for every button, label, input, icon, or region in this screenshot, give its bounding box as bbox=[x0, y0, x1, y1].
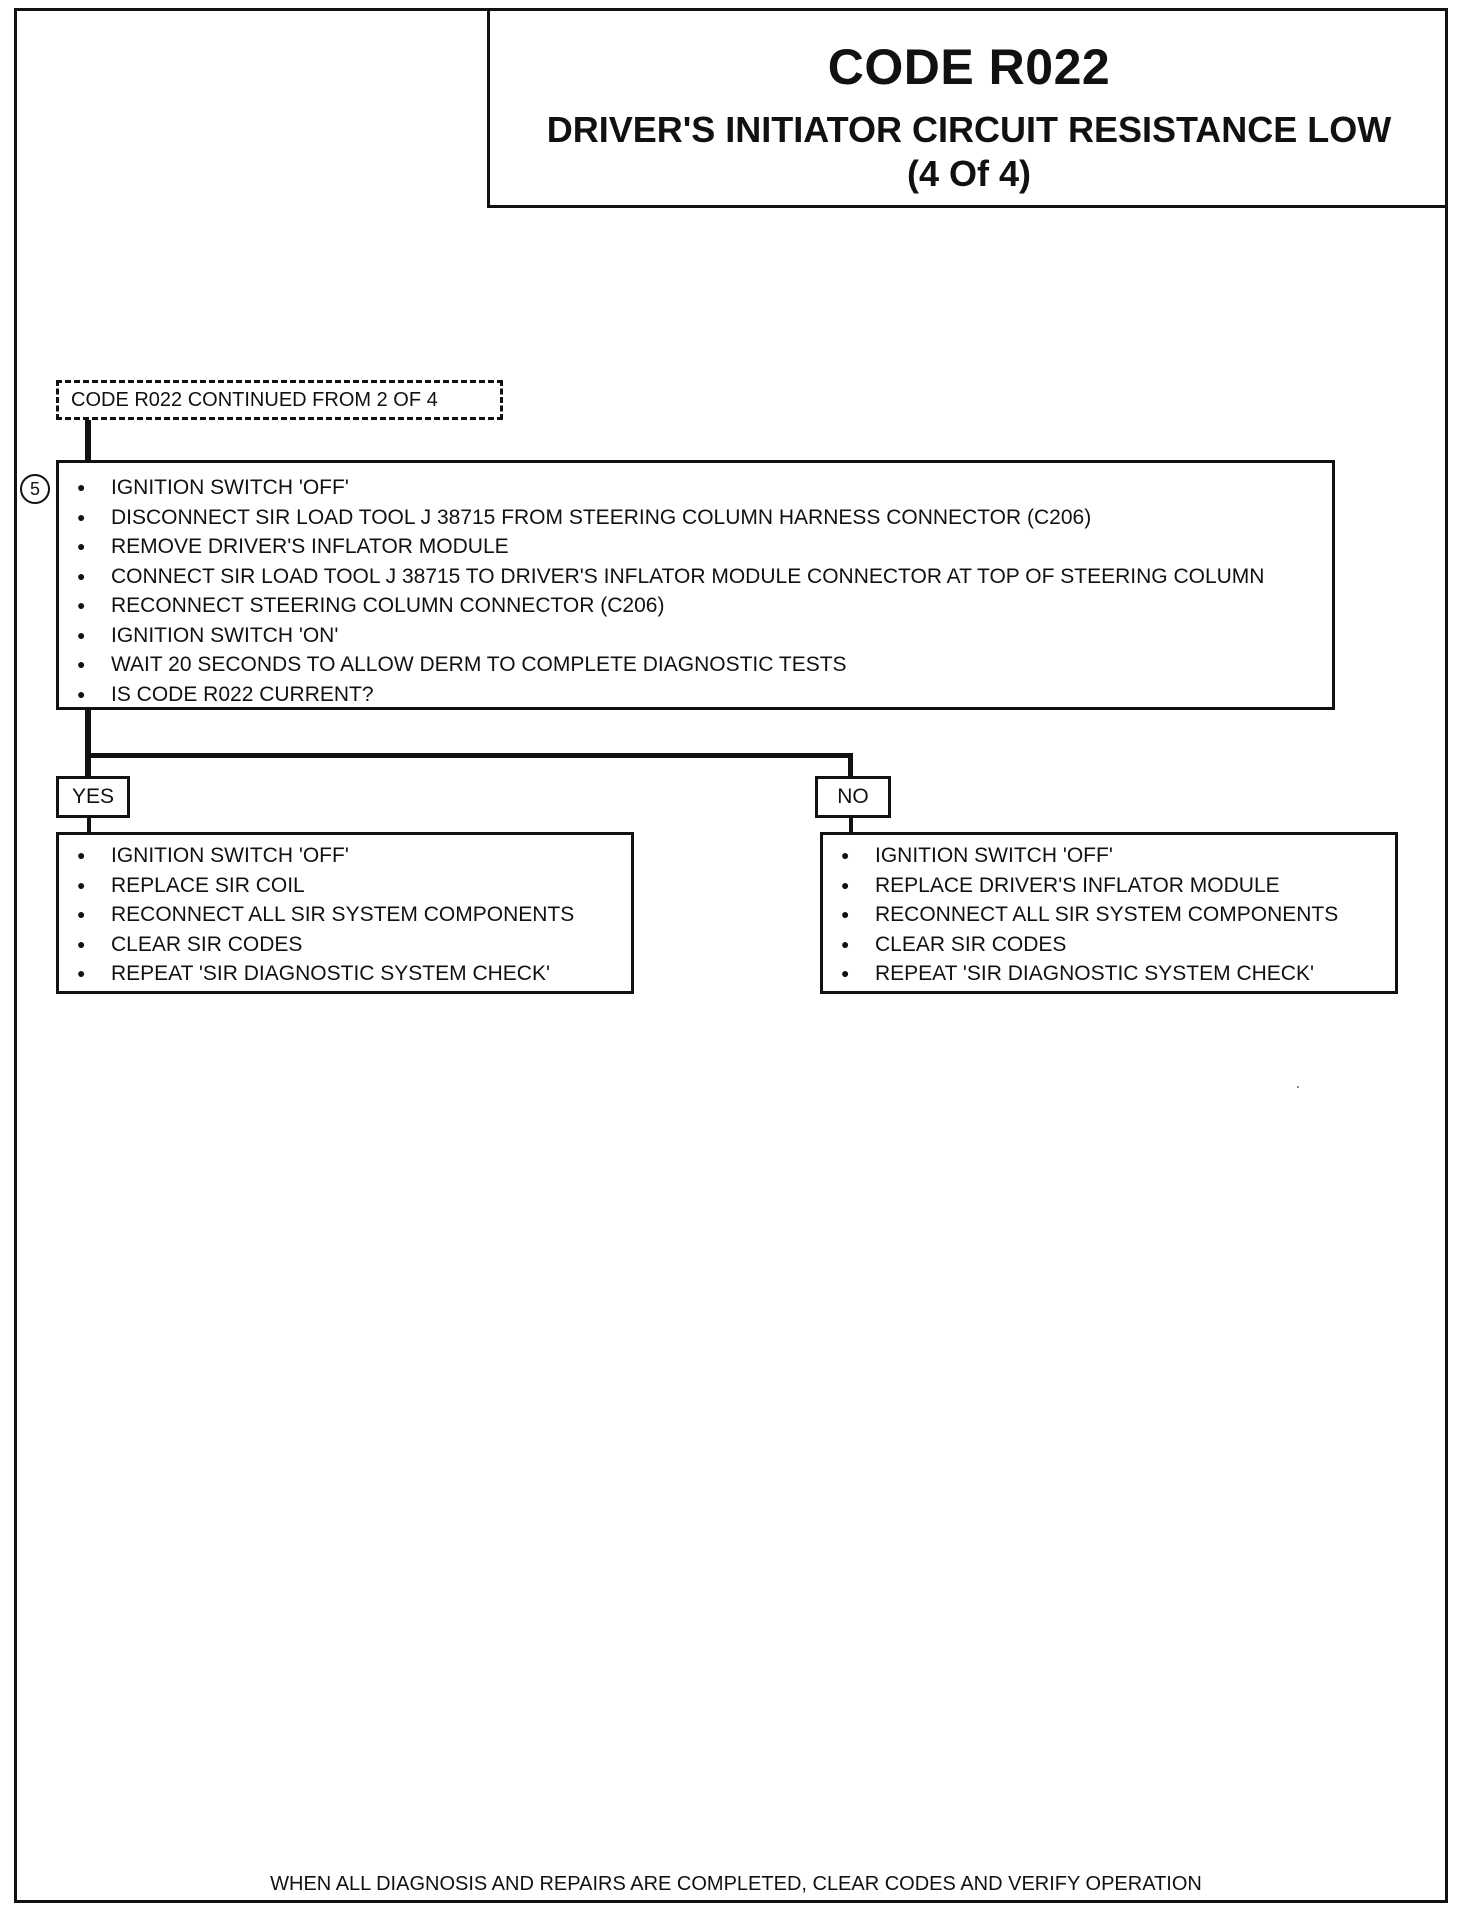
yes-item: ● REPEAT 'SIR DIAGNOSTIC SYSTEM CHECK' bbox=[111, 959, 631, 989]
connector-continued-to-step bbox=[85, 420, 91, 460]
yes-branch-box bbox=[56, 832, 634, 994]
no-item: ● CLEAR SIR CODES bbox=[875, 930, 1395, 960]
scan-speck bbox=[1297, 1086, 1299, 1088]
footer-note: WHEN ALL DIAGNOSIS AND REPAIRS ARE COMPLETED, CLEAR CODES AND VERIFY OPERATION bbox=[270, 1873, 1202, 1895]
connector-to-yes bbox=[85, 753, 91, 778]
continued-from-box: CODE R022 CONTINUED FROM 2 OF 4 bbox=[56, 380, 503, 420]
code-title: CODE R022 bbox=[827, 39, 1111, 95]
step-list bbox=[111, 473, 1332, 709]
connector-yes-to-box bbox=[87, 816, 91, 832]
yes-item: ● IGNITION SWITCH 'OFF' bbox=[111, 841, 631, 871]
no-item: ● IGNITION SWITCH 'OFF' bbox=[875, 841, 1395, 871]
subtitle: DRIVER'S INITIATOR CIRCUIT RESISTANCE LOW bbox=[546, 109, 1392, 150]
connector-step-down bbox=[85, 710, 91, 756]
header-box bbox=[487, 8, 1448, 208]
step-item: ● IS CODE R022 CURRENT? bbox=[111, 680, 1332, 710]
connector-no-to-box bbox=[849, 816, 853, 832]
no-item: ● REPEAT 'SIR DIAGNOSTIC SYSTEM CHECK' bbox=[875, 959, 1395, 989]
page-indicator: (4 Of 4) bbox=[906, 153, 1031, 194]
step-item: ● REMOVE DRIVER'S INFLATOR MODULE bbox=[111, 532, 1332, 562]
step-item: ● IGNITION SWITCH 'ON' bbox=[111, 621, 1332, 651]
step-item: ● WAIT 20 SECONDS TO ALLOW DERM TO COMPLETE DIAGNOSTIC TESTS bbox=[111, 650, 1332, 680]
yes-label: YES bbox=[56, 776, 130, 818]
connector-to-no bbox=[848, 753, 853, 778]
step-box bbox=[56, 460, 1335, 710]
yes-item: ● REPLACE SIR COIL bbox=[111, 871, 631, 901]
no-label: NO bbox=[815, 776, 891, 818]
step-item: ● DISCONNECT SIR LOAD TOOL J 38715 FROM STEERING COLUMN HARNESS CONNECTOR (C206) bbox=[111, 503, 1332, 533]
no-branch-box bbox=[820, 832, 1398, 994]
step-item: ● CONNECT SIR LOAD TOOL J 38715 TO DRIVER'S INFLATOR MODULE CONNECTOR AT TOP OF STEERING COLUMN bbox=[111, 562, 1332, 592]
yes-item: ● RECONNECT ALL SIR SYSTEM COMPONENTS bbox=[111, 900, 631, 930]
step-number-badge: 5 bbox=[20, 474, 50, 504]
yes-item: ● CLEAR SIR CODES bbox=[111, 930, 631, 960]
no-branch-list bbox=[875, 841, 1395, 989]
step-item: ● RECONNECT STEERING COLUMN CONNECTOR (C206) bbox=[111, 591, 1332, 621]
yes-branch-list bbox=[111, 841, 631, 989]
no-item: ● REPLACE DRIVER'S INFLATOR MODULE bbox=[875, 871, 1395, 901]
connector-horizontal bbox=[85, 753, 853, 758]
step-item: ● IGNITION SWITCH 'OFF' bbox=[111, 473, 1332, 503]
no-item: ● RECONNECT ALL SIR SYSTEM COMPONENTS bbox=[875, 900, 1395, 930]
